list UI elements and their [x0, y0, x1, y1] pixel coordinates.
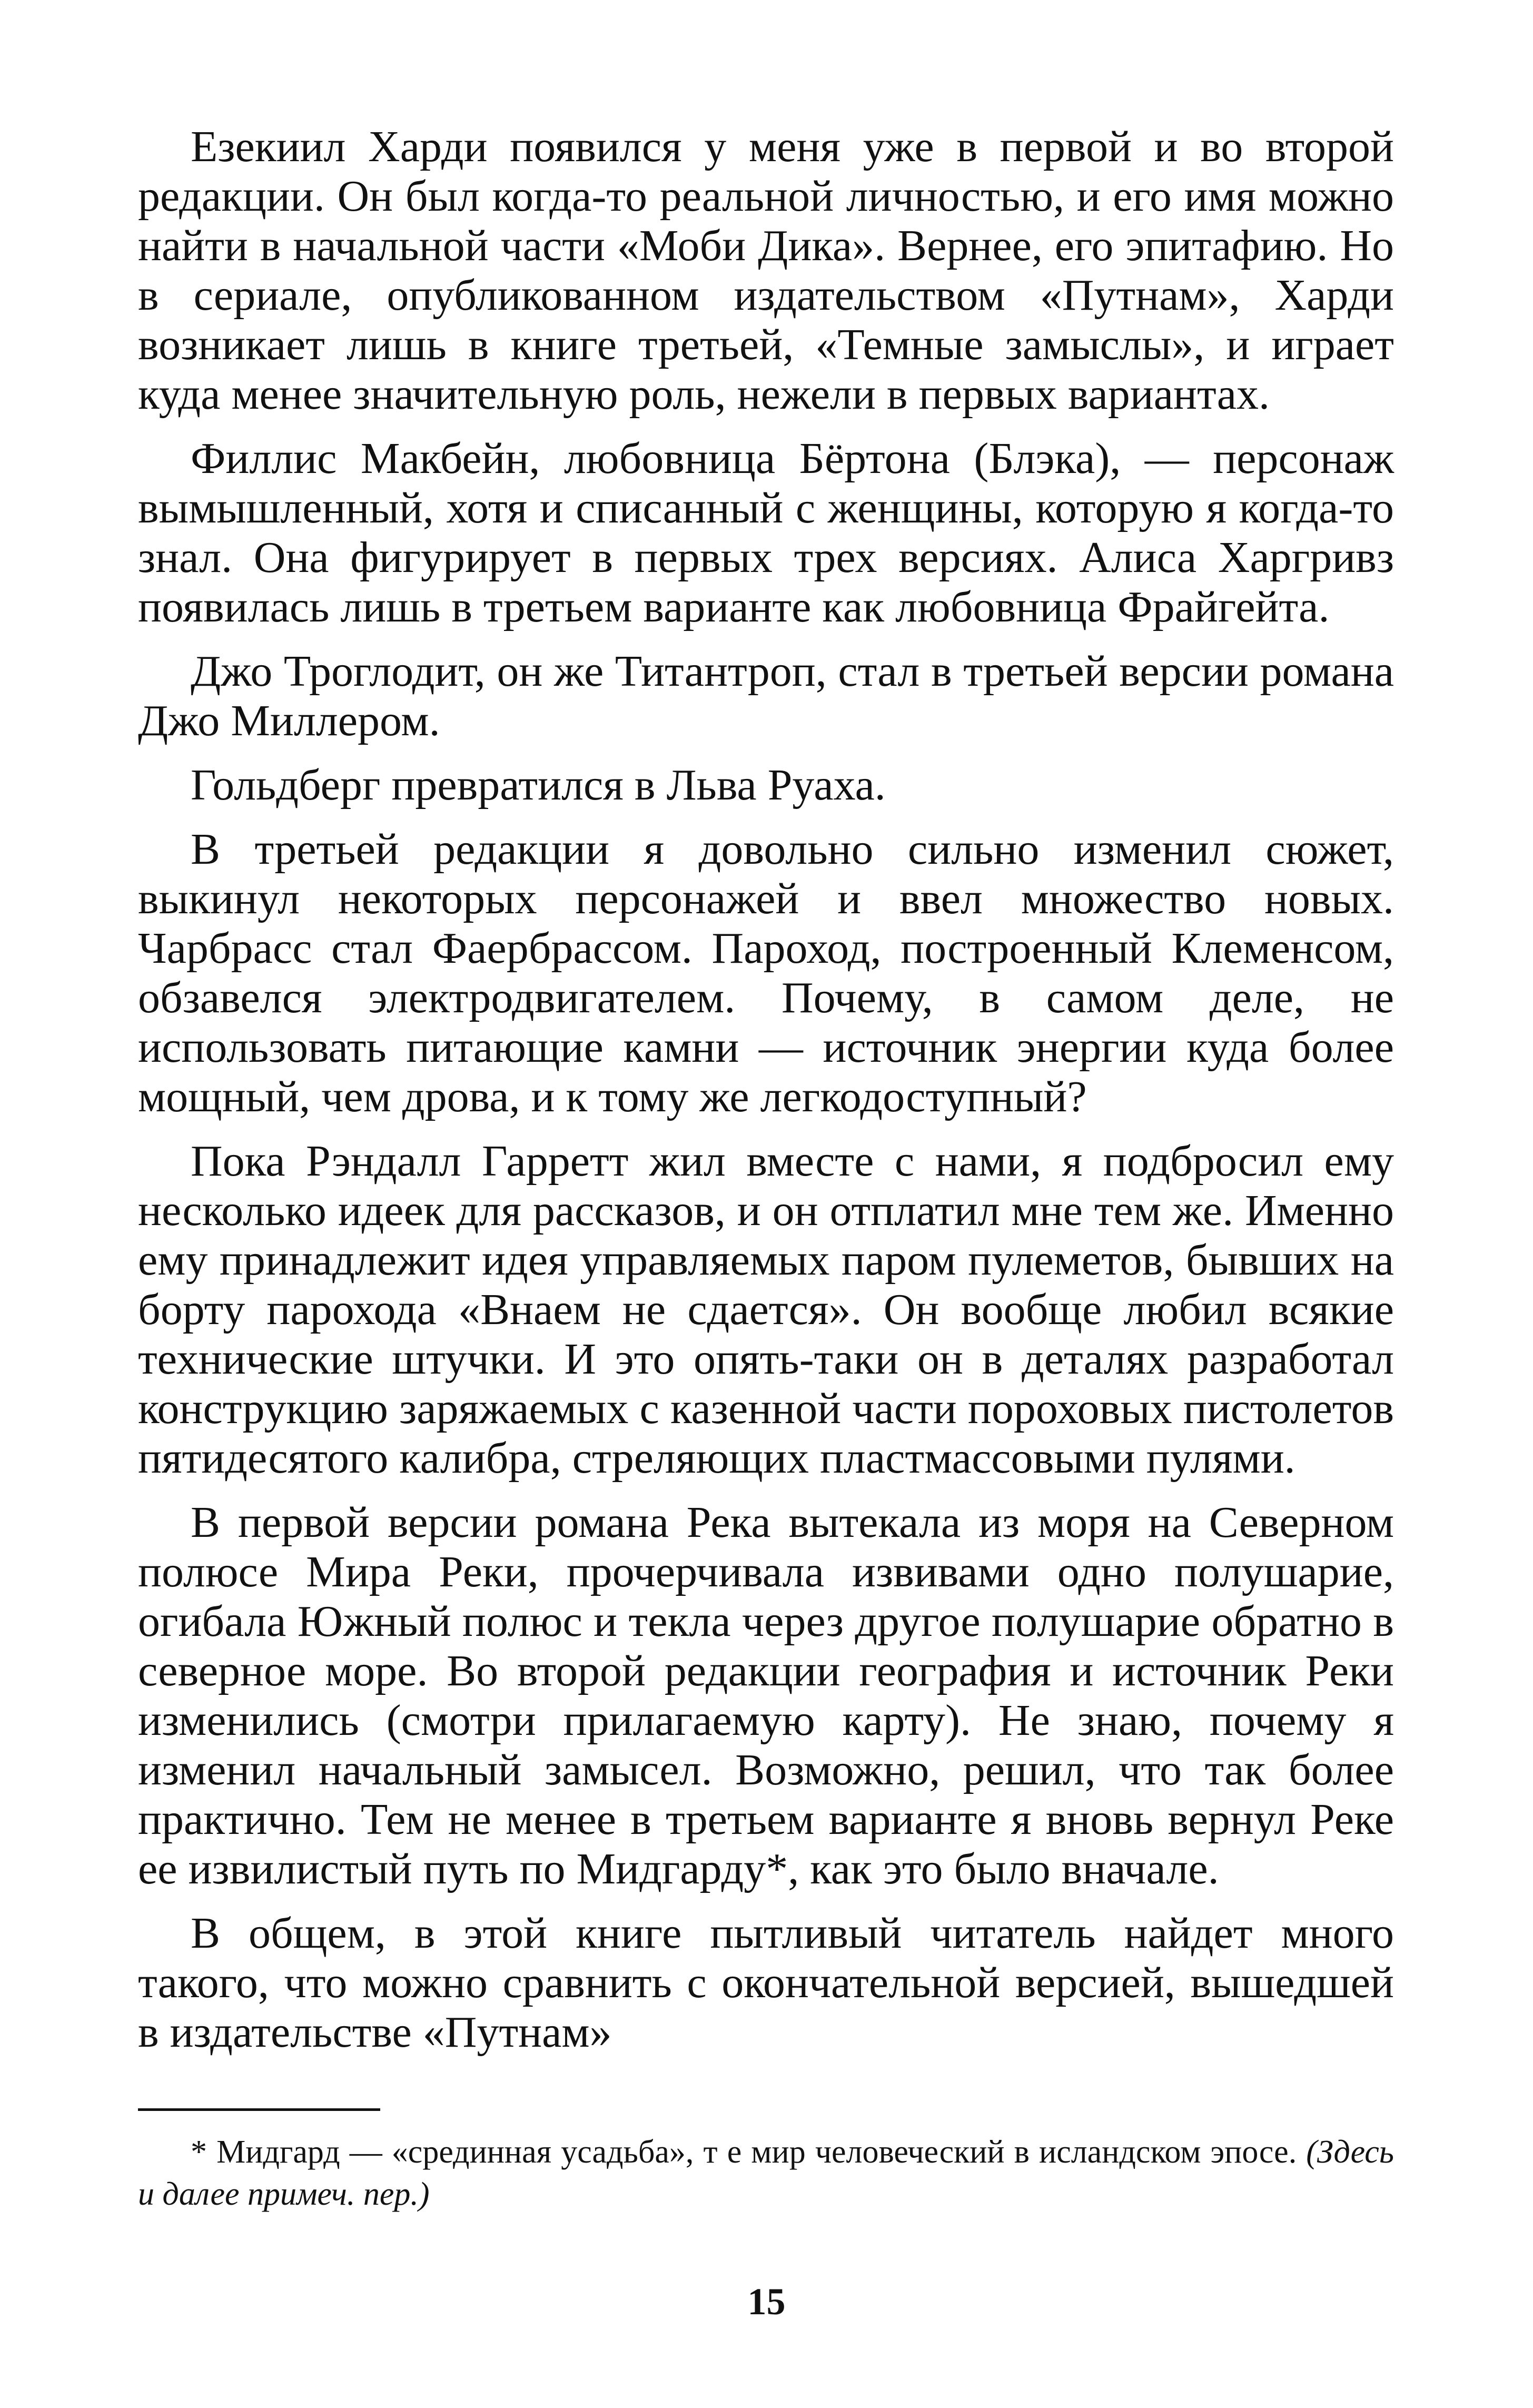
- body-paragraph: Филлис Макбейн, любовница Бёртона (Блэка), — персонаж вымышленный, хотя и списанный с женщины, которую я когда-то знал. Она фигурирует в первых трех версиях. Алиса Харгривз появилась лишь в третьем варианте как любовница Фрайгейта.: [138, 434, 1394, 631]
- body-paragraph: В общем, в этой книге пытливый читатель найдет много такого, что можно сравнить с окончательной версией, вышедшей в издательстве «Путнам»: [138, 1909, 1394, 2057]
- body-paragraph: Пока Рэндалл Гарретт жил вместе с нами, я подбросил ему несколько идеек для рассказов, и он отплатил мне тем же. Именно ему принадлежит идея управляемых паром пулеметов, бывших на борту парохода «Внаем не сдается». Он вообще любил всякие технические штучки. И это опять-таки он в деталях разработал конструкцию заряжаемых с казенной части пороховых пистолетов пятидесятого калибра, стреляющих пластмассовыми пулями.: [138, 1137, 1394, 1483]
- page-body: [138, 122, 1394, 2072]
- body-paragraph: В третьей редакции я довольно сильно изменил сюжет, выкинул некоторых персонажей и ввел множество новых. Чарбрасс стал Фаербрассом. Пароход, построенный Клеменсом, обзавелся электродвигателем. Почему, в самом деле, не использовать питающие камни — источник энергии куда более мощный, чем дрова, и к тому же легкодоступный?: [138, 825, 1394, 1121]
- footnote: [138, 2131, 1394, 2215]
- footnote-divider: [138, 2108, 380, 2111]
- footnote-translator-note: (Здесь и далее примеч. пер.): [138, 2134, 1394, 2212]
- body-paragraph: В первой версии романа Река вытекала из моря на Северном полюсе Мира Реки, прочерчивала извивами одно полушарие, огибала Южный полюс и текла через другое полушарие обратно в северное море. Во второй редакции география и источник Реки изменились (смотри прилагаемую карту). Не знаю, почему я изменил начальный замысел. Возможно, решил, что так более практично. Тем не менее в третьем варианте я вновь вернул Реке ее извилистый путь по Мидгарду*, как это было вначале.: [138, 1498, 1394, 1893]
- footnote-text: * Мидгард — «срединная усадьба», т е мир человеческий в исландском эпосе.: [191, 2134, 1307, 2170]
- body-paragraph: Езекиил Харди появился у меня уже в первой и во второй редакции. Он был когда-то реальной личностью, и его имя можно найти в начальной части «Моби Дика». Вернее, его эпитафию. Но в сериале, опубликованном издательством «Путнам», Харди возникает лишь в книге третьей, «Темные замыслы», и играет куда менее значительную роль, нежели в первых вариантах.: [138, 122, 1394, 419]
- page-number: 15: [747, 2281, 786, 2323]
- body-paragraph: Гольдберг превратился в Льва Руаха.: [191, 761, 886, 810]
- body-paragraph: Джо Троглодит, он же Титантроп, стал в третьей версии романа Джо Миллером.: [138, 647, 1394, 745]
